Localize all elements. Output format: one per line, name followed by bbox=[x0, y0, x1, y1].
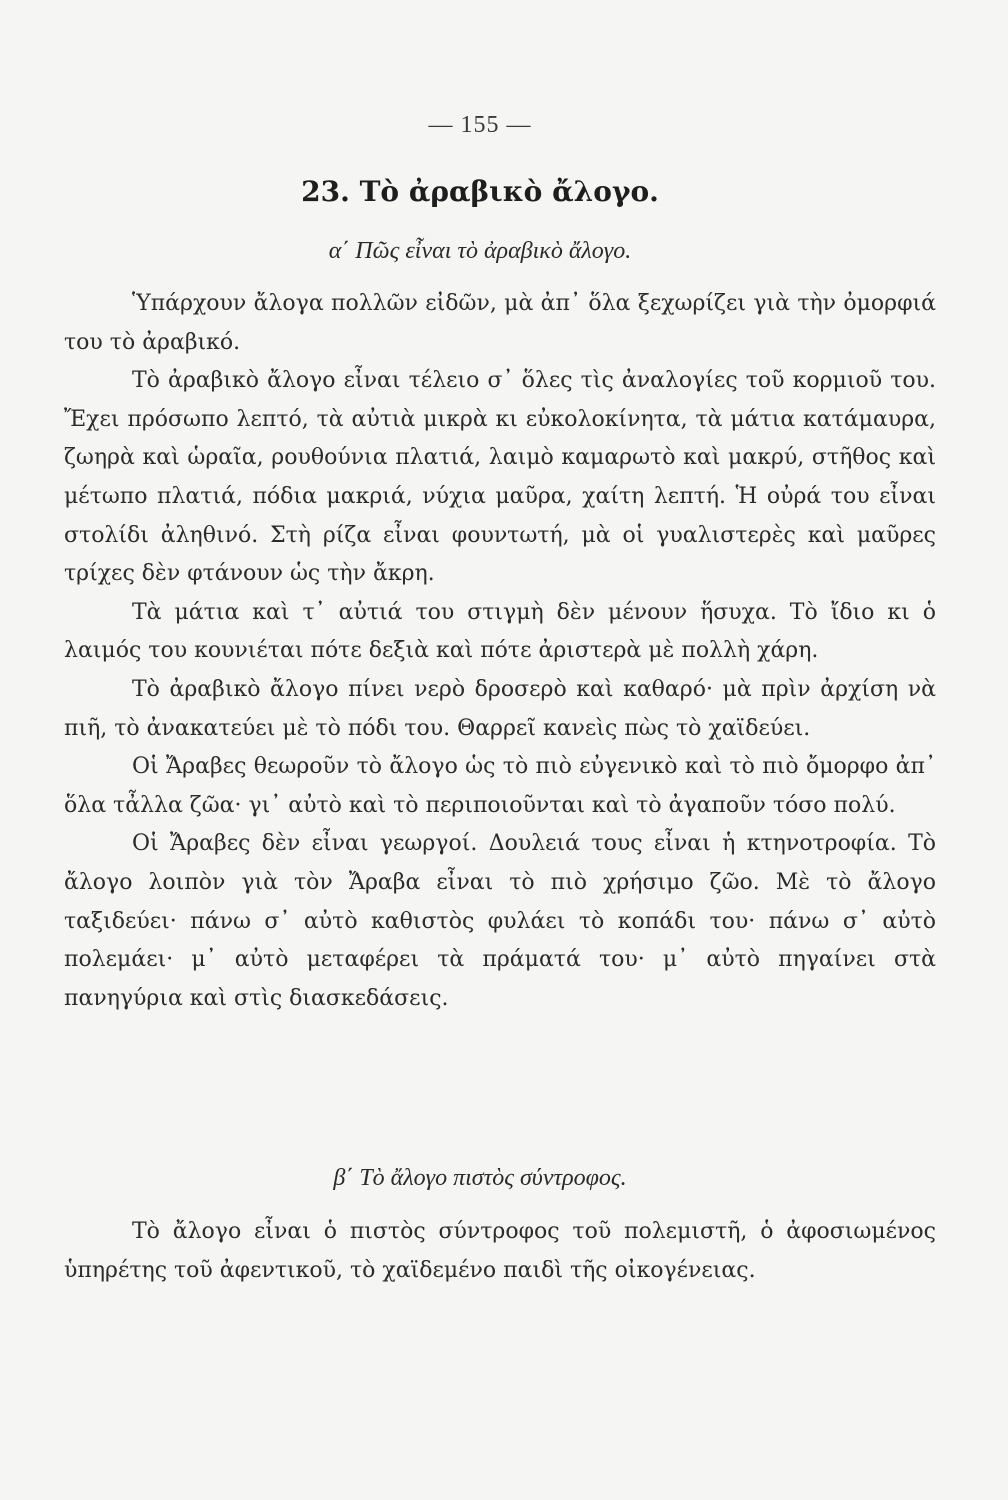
paragraph: Οἱ Ἄραβες δὲν εἶναι γεωργοί. Δουλειά τους εἶναι ἡ κτηνοτροφία. Τὸ ἄλογο λοιπὸν γιὰ τὸν Ἄραβα εἶναι τὸ πιὸ χρήσιμο ζῶο. Μὲ τὸ ἄλογο ταξιδεύει· πάνω σ᾽ αὐτὸ καθιστὸς φυλάει τὸ κοπάδι του· πάνω σ᾽ αὐτὸ πολεμάει· μ᾽ αὐτὸ μεταφέρει τὰ πράματά του· μ᾽ αὐτὸ πηγαίνει στὰ πανηγύρια καὶ στὶς διασκεδάσεις. bbox=[64, 831, 936, 1011]
paragraph: Ὑπάρχουν ἄλογα πολλῶν εἰδῶν, μὰ ἀπ᾽ ὅλα ξεχωρίζει γιὰ τὴν ὀμορφιά του τὸ ἀραβικό. bbox=[64, 291, 936, 355]
paragraph: Οἱ Ἄραβες θεωροῦν τὸ ἄλογο ὡς τὸ πιὸ εὐγενικὸ καὶ τὸ πιὸ ὄμορφο ἀπ᾽ ὅλα τἆλλα ζῶα· γι᾽ αὐτὸ καὶ τὸ περιποιοῦνται καὶ τὸ ἀγαποῦν τόσο πολύ. bbox=[64, 754, 936, 818]
section-a-body bbox=[64, 285, 936, 1018]
paragraph: Τὰ μάτια καὶ τ᾽ αὐτιά του στιγμὴ δὲν μένουν ἥσυχα. Τὸ ἴδιο κι ὁ λαιμός του κουνιέται πότε δεξιὰ καὶ πότε ἀριστερὰ μὲ πολλὴ χάρη. bbox=[64, 599, 936, 664]
chapter-title: 23. Τὸ ἀραβικὸ ἄλογο. bbox=[301, 175, 659, 208]
paragraph: Τὸ ἀραβικὸ ἄλογο πίνει νερὸ δροσερὸ καὶ καθαρό· μὰ πρὶν ἀρχίση νὰ πιῆ, τὸ ἀνακατεύει μὲ τὸ πόδι του. Θαρρεῖ κανεὶς πὼς τὸ χαϊδεύει. bbox=[64, 676, 936, 741]
section-b-body bbox=[64, 1213, 936, 1290]
paragraph: Τὸ ἀραβικὸ ἄλογο εἶναι τέλειο σ᾽ ὅλες τὶς ἀναλογίες τοῦ κορμιοῦ του. Ἔχει πρόσωπο λεπτό, τὰ αὐτιὰ μικρὰ κι εὐκολοκίνητα, τὰ μάτια κατάμαυρα, ζωηρὰ καὶ ὡραῖα, ρουθούνια πλατιά, λαιμὸ καμαρωτὸ καὶ μακρύ, στῆθος καὶ μέτωπο πλατιά, πόδια μακριά, νύχια μαῦρα, χαίτη λεπτή. Ἡ οὐρά του εἶναι στολίδι ἀληθινό. Στὴ ρίζα εἶναι φουντωτή, μὰ οἱ γυαλιστερὲς καὶ μαῦρες τρίχες δὲν φτάνουν ὡς τὴν ἄκρη. bbox=[64, 368, 936, 587]
section-title-b: β΄ Τὸ ἄλογο πιστὸς σύντροφος. bbox=[333, 1165, 627, 1191]
section-title-a: α΄ Πῶς εἶναι τὸ ἀραβικὸ ἄλογο. bbox=[328, 238, 632, 264]
page-number: — 155 — bbox=[428, 112, 532, 138]
paragraph: Τὸ ἄλογο εἶναι ὁ πιστὸς σύντροφος τοῦ πολεμιστῆ, ὁ ἀφοσιωμένος ὑπηρέτης τοῦ ἀφεντικοῦ, τὸ χαϊδεμένο παιδὶ τῆς οἰκογένειας. bbox=[64, 1219, 936, 1283]
